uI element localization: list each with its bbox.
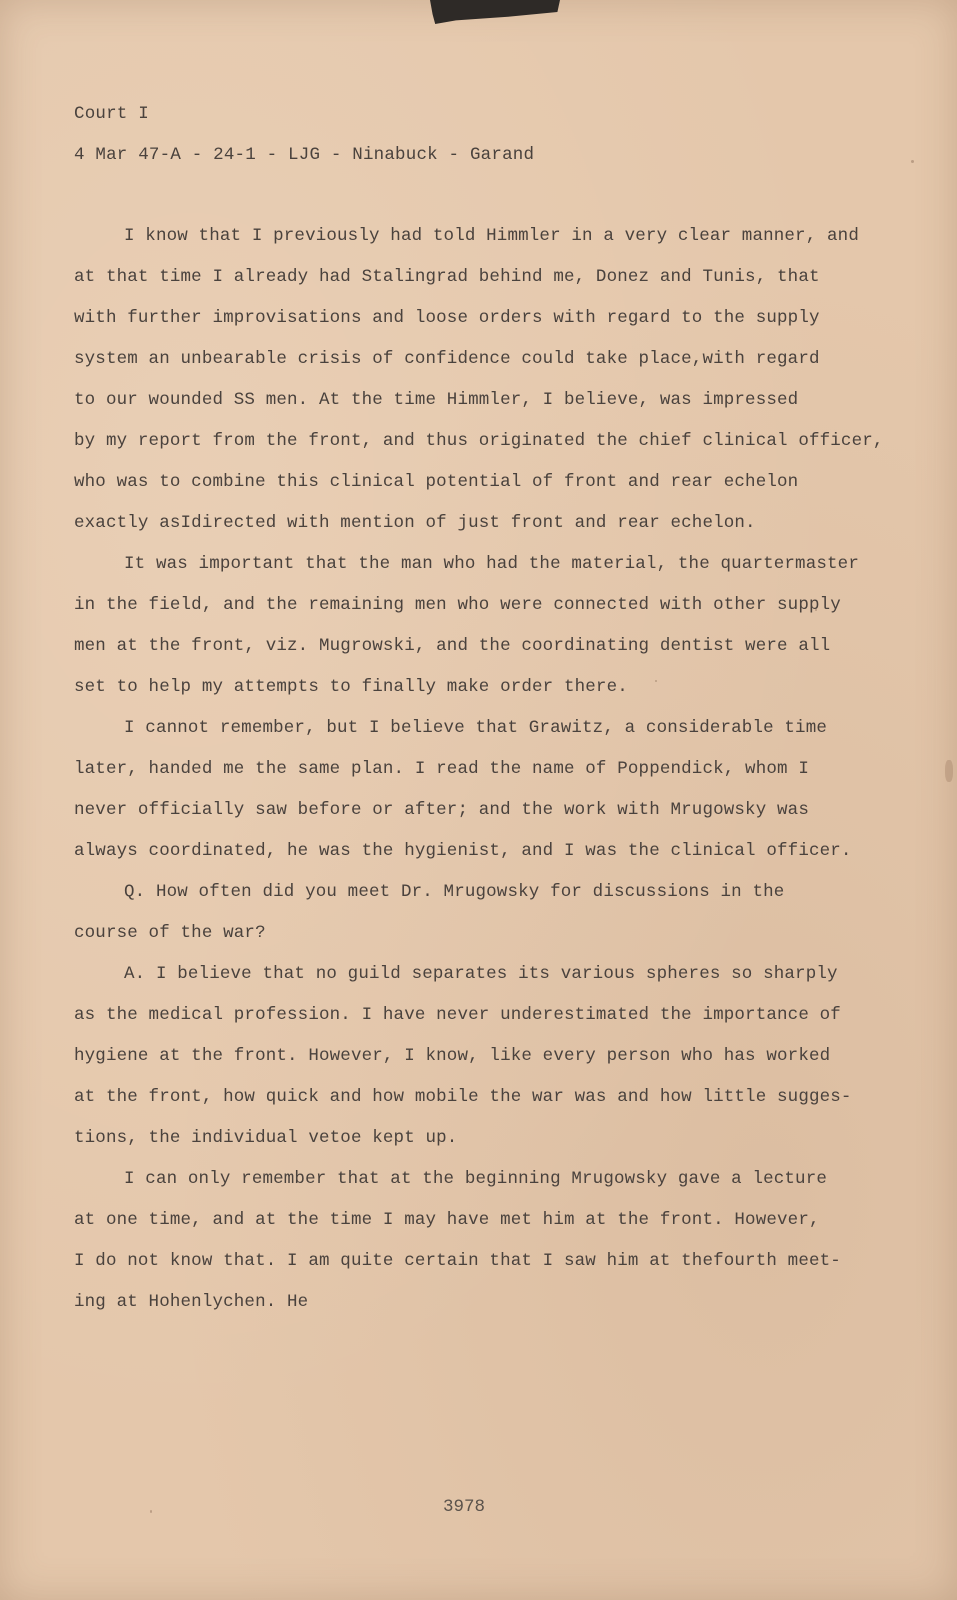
answer-line: tions, the individual vetoe kept up. <box>74 1128 458 1148</box>
question-line: course of the war? <box>74 923 266 943</box>
body-line: at that time I already had Stalingrad behind me, Donez and Tunis, that <box>74 267 820 287</box>
body-line: I know that I previously had told Himmler in a very clear manner, and <box>124 226 859 246</box>
answer-line: at the front, how quick and how mobile the war was and how little sugges- <box>74 1087 852 1107</box>
torn-edge <box>430 0 560 24</box>
answer-line: A. I believe that no guild separates its various spheres so sharply <box>124 964 838 984</box>
body-line: in the field, and the remaining men who were connected with other supply <box>74 595 841 615</box>
body-line: with further improvisations and loose orders with regard to the supply <box>74 308 820 328</box>
court-label: Court I <box>74 104 149 124</box>
body-line: exactly asIdirected with mention of just front and rear echelon. <box>74 513 756 533</box>
body-line: I cannot remember, but I believe that Grawitz, a considerable time <box>124 718 828 738</box>
paper-speck <box>815 609 817 611</box>
body-line: never officially saw before or after; and the work with Mrugowsky was <box>74 800 809 820</box>
body-line: system an unbearable crisis of confidence could take place,with regard <box>74 349 820 369</box>
paper-stain <box>945 760 953 782</box>
paper-speck <box>655 680 657 682</box>
paper-speck <box>911 160 914 163</box>
body-line: always coordinated, he was the hygienist, and I was the clinical officer. <box>74 841 852 861</box>
question-line: Q. How often did you meet Dr. Mrugowsky for discussions in the <box>124 882 785 902</box>
page-number: 3978 <box>443 1497 486 1517</box>
paper-speck <box>150 1510 152 1513</box>
body-line: It was important that the man who had the material, the quartermaster <box>124 554 859 574</box>
answer-line: hygiene at the front. However, I know, like every person who has worked <box>74 1046 831 1066</box>
answer-line: as the medical profession. I have never underestimated the importance of <box>74 1005 841 1025</box>
session-line: 4 Mar 47-A - 24-1 - LJG - Ninabuck - Garand <box>74 145 535 165</box>
body-line: at one time, and at the time I may have met him at the front. However, <box>74 1210 820 1230</box>
body-line: who was to combine this clinical potential of front and rear echelon <box>74 472 799 492</box>
body-line: I do not know that. I am quite certain that I saw him at thefourth meet- <box>74 1251 841 1271</box>
body-line: ing at Hohenlychen. He <box>74 1292 309 1312</box>
body-line: I can only remember that at the beginning Mrugowsky gave a lecture <box>124 1169 828 1189</box>
body-line: set to help my attempts to finally make order there. <box>74 677 628 697</box>
body-line: by my report from the front, and thus originated the chief clinical officer, <box>74 431 884 451</box>
body-line: men at the front, viz. Mugrowski, and the coordinating dentist were all <box>74 636 831 656</box>
body-line: later, handed me the same plan. I read the name of Poppendick, whom I <box>74 759 809 779</box>
body-line: to our wounded SS men. At the time Himmler, I believe, was impressed <box>74 390 799 410</box>
